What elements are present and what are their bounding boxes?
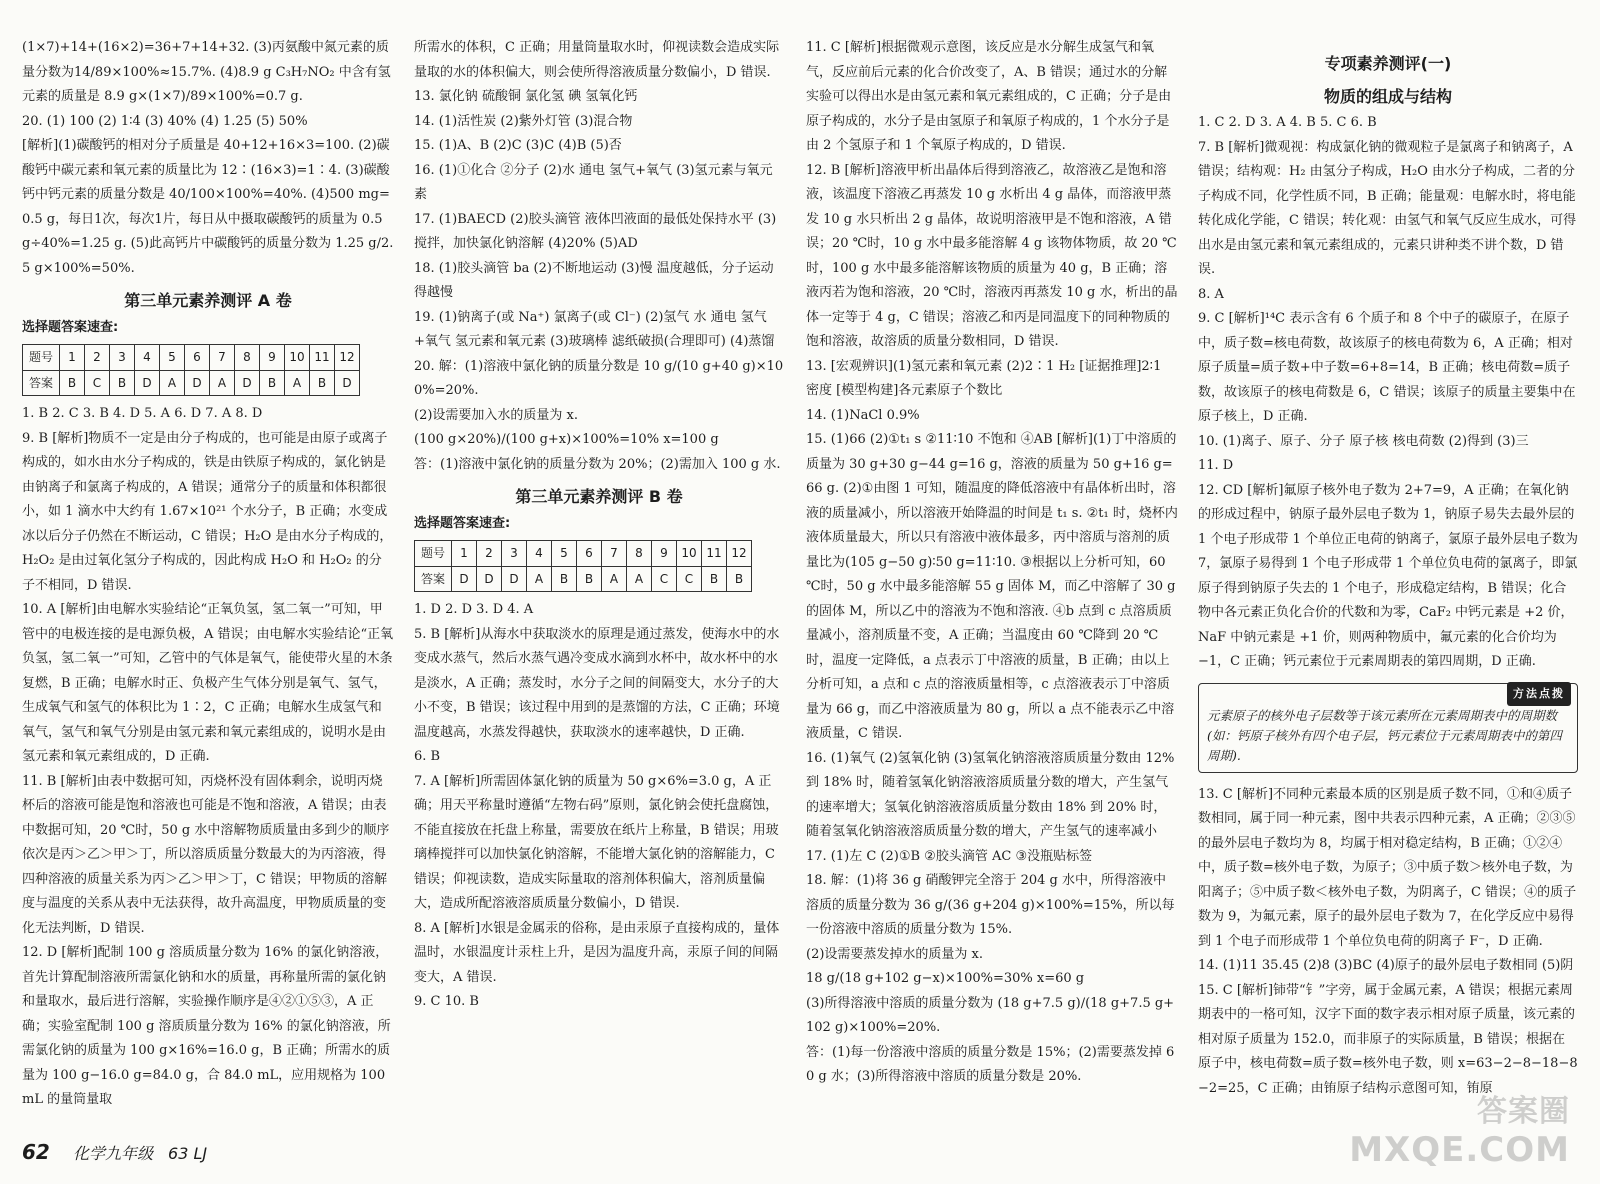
paragraph: 12. B [解析]溶液甲析出晶体后得到溶液乙，故溶液乙是饱和溶液，该温度下溶液乙再蒸发 10 g 水析出 4 g 晶体，而溶液甲蒸发 10 g 水只析出 2 g 晶体，故说明溶液甲是不饱和溶液，A 错误；20 ℃时，10 g 水中最多能溶解 4 g 该物体物质，故 20 ℃时，100 g 水中最多能溶解该物质的质量为 40 g，B 正确；溶液丙若为饱和溶液，20 ℃时，溶液丙再蒸发 10 g 水，析出的晶体一定等于 4 g，C 错误；溶液乙和丙是同温度下的同种物质的饱和溶液，故溶质的质量分数相同，D 错误. — [806, 162, 1178, 349]
table-cell: A — [602, 566, 627, 592]
table-header-cell: 题号 — [415, 541, 452, 567]
column-3 — [806, 36, 1178, 1090]
paragraph: 14. (1)NaCl 0.9% — [806, 407, 920, 423]
paragraph: (2)设需要加入水的质量为 x. — [414, 407, 579, 423]
paragraph: 13. 氯化钠 硫酸铜 氯化氢 碘 氢氧化钙 — [414, 89, 638, 104]
table-cell: 11 — [310, 345, 335, 371]
section-title: 第三单元素养测评 A 卷 — [124, 291, 292, 310]
table-cell: 1 — [452, 541, 477, 567]
tip-tag: 方法点拨 — [1507, 682, 1571, 706]
paragraph: 答：(1)每一份溶液中溶质的质量分数是 15%；(2)需要蒸发掉 60 g 水；(3)所得溶液中溶质的质量分数是 20%. — [806, 1044, 1175, 1084]
footer-code: 63 LJ — [168, 1144, 208, 1163]
paragraph: (2)设需要蒸发掉水的质量为 x. — [806, 946, 984, 962]
paragraph: 16. (1)氧气 (2)氢氧化钠 (3)氢氧化钠溶液溶质质量分数由 12% 到 18% 时，随着氢氧化钠溶液溶质质量分数的增大，产生氢气的速率增大；氢氧化钠溶液溶质质量分数由 18% 到 20% 时，随着氢氧化钠溶液溶质质量分数的增大，产生氢气的速率减小 — [806, 750, 1175, 839]
table-cell: 7 — [210, 345, 235, 371]
table-cell: A — [527, 566, 552, 592]
section-subtitle: 物质的组成与结构 — [1323, 86, 1452, 106]
paragraph: 1. D 2. D 3. D 4. A — [414, 602, 534, 617]
paragraph: 17. (1)BAECD (2)胶头滴管 液体凹液面的最低处保持水平 (3)搅拌，加快氯化钠溶解 (4)20% (5)AD — [414, 211, 777, 251]
paragraph: 13. C [解析]不同种元素最本质的区别是质子数不同，①和④质子数相同，属于同一种元素，图中共表示四种元素，A 正确；②③⑤的最外层电子数均为 8，均属于相对稳定结构，B 正确；①②④中，质子数=核外电子数，为原子；③中质子数＞核外电子数，为阳离子；⑤中质子数＜核外电子数，为阴离子，C 错误；④的质子数为 9，为氟元素，原子的最外层电子数为 7，在化学反应中易得到 1 个电子而形成带 1 个单位负电荷的阴离子 F⁻，D 正确. — [1198, 786, 1577, 949]
table-cell: A — [210, 370, 235, 396]
table-cell: 5 — [160, 345, 185, 371]
table-cell: D — [135, 370, 160, 396]
paragraph: 9. C [解析]¹⁴C 表示含有 6 个质子和 8 个中子的碳原子，在原子中，质子数=核电荷数，故该原子的核电荷数为 6，A 正确；相对原子质量=质子数+中子数=6+8=14，B 正确；核电荷数=质子数，故该原子的核电荷数是 6，C 错误；该原子的质量主要集中在原子核上，D 正确. — [1198, 311, 1576, 424]
table-cell: B — [110, 370, 135, 396]
paragraph: 10. (1)离子、原子、分子 原子核 核电荷数 (2)得到 (3)三 — [1198, 433, 1529, 449]
paragraph: 13. [宏观辨识](1)氢元素和氧元素 (2)2∶1 H₂ [证据推理]2∶1 密度 [模型构建]各元素原子个数比 — [806, 358, 1162, 398]
section-title: 专项素养测评(一) — [1324, 54, 1452, 73]
table-cell: 4 — [527, 541, 552, 567]
answer-table — [414, 540, 752, 592]
tip-text: 元素原子的核外电子层数等于该元素所在元素周期表中的周期数(如：钙原子核外有四个电子层，钙元素位于元素周期表中的第四周期). — [1207, 707, 1562, 763]
table-cell: A — [285, 370, 310, 396]
column-4 — [1198, 44, 1578, 1101]
paragraph: 1. B 2. C 3. B 4. D 5. A 6. D 7. A 8. D — [22, 406, 263, 421]
paragraph: 11. D — [1198, 458, 1234, 473]
table-cell: B — [577, 566, 602, 592]
table-cell: A — [627, 566, 652, 592]
table-cell: C — [677, 566, 702, 592]
paragraph: 12. D [解析]配制 100 g 溶质质量分数为 16% 的氯化钠溶液，首先计算配制溶液所需氯化钠和水的质量，再称量所需的氯化钠和量取水，最后进行溶解，实验操作顺序是④②①⑤③，A 正确；实验室配制 100 g 溶质质量分数为 16% 的氯化钠溶液，所需氯化钠的质量为 100 g×16%=16.0 g，B 正确；所需水的质量为 100 g−16.0 g=84.0 g，合 84.0 mL，应用规格为 100 mL 的量筒量取 — [22, 945, 391, 1107]
paragraph: 6. B — [414, 749, 441, 764]
paragraph: 7. B [解析]微观视：构成氯化钠的微观粒子是氯离子和钠离子，A 错误；结构观：H₂ 由氢分子构成，H₂O 由水分子构成，二者的分子构成不同，化学性质不同，B 正确；能量观：电解水时，将电能转化成化学能，C 错误；转化观：由氢气和氧气反应生成水，可得出水是由氢元素和氧元素组成的，元素只讲种类不讲个数，D 错误. — [1198, 139, 1577, 277]
footer-subject: 化学九年级 — [72, 1144, 153, 1163]
paragraph: 1. C 2. D 3. A 4. B 5. C 6. B — [1198, 115, 1377, 130]
paragraph: 19. (1)钠离子(或 Na⁺) 氯离子(或 Cl⁻) (2)氢气 水 通电 氢气+氧气 氢元素和氧元素 (3)玻璃棒 滤纸破损(合理即可) (4)蒸馏 — [414, 309, 775, 349]
table-cell: 1 — [60, 345, 85, 371]
paragraph: 16. (1)①化合 ②分子 (2)水 通电 氢气+氧气 (3)氢元素与氧元素 — [414, 162, 773, 202]
table-cell: 10 — [677, 541, 702, 567]
paragraph: 7. A [解析]所需固体氯化钠的质量为 50 g×6%=3.0 g，A 正确；用天平称量时遵循“左物右码”原则，氯化钠会使托盘腐蚀，不能直接放在托盘上称量，需要放在纸片上称量，B 错误；用玻璃棒搅拌可以加快氯化钠溶解，不能增大氯化钠的溶解能力，C 错误；仰视读数，造成实际量取的溶剂体积偏大，溶剂质量偏大，造成所配溶液溶质质量分数偏小，D 错误. — [414, 773, 779, 911]
table-cell: 6 — [577, 541, 602, 567]
table-cell: 6 — [185, 345, 210, 371]
table-cell: 9 — [260, 345, 285, 371]
paragraph: 15. (1)66 (2)①t₁ s ②11∶10 不饱和 ④AB [解析](1)丁中溶质的质量为 30 g+30 g−44 g=16 g，溶液的质量为 50 g+16 g=66 g. (2)①由图 1 可知，随温度的降低溶液中有晶体析出时，溶液的质量减小，所以溶液开始降温的时间是 t₁ s. ②t₁ 时，烧杯内液体质量最大，所以只有溶液中液体最多，丙中溶质与溶剂的质量比为(105 g−50 g)∶50 g=11∶10. ③根据以上分析可知，60 ℃时，50 g 水中最多能溶解 55 g 固体 M，而乙中溶解了 30 g 的固体 M，所以乙中的溶液为不饱和溶液. ④b 点到 c 点溶质质量减小，溶剂质量不变，A 正确；当温度由 60 ℃降到 20 ℃时，温度一定降低，a 点表示丁中溶液的质量，B 正确；由以上分析可知，a 点和 c 点的溶液质量相等，c 点溶液表示丁中溶质量为 66 g，而乙中溶液质量为 80 g，所以 a 点不能表示乙中溶液质量，C 错误. — [806, 432, 1178, 741]
paragraph: 所需水的体积，C 正确；用量筒量取水时，仰视读数会造成实际量取的水的体积偏大，则会使所得溶液质量分数偏小，D 错误. — [414, 40, 780, 80]
section-title: 第三单元素养测评 B 卷 — [515, 487, 683, 506]
paragraph: 18 g/(18 g+102 g−x)×100%=30% x=60 g — [806, 971, 1085, 986]
table-cell: 3 — [110, 345, 135, 371]
page-footer — [22, 1140, 207, 1164]
table-cell: 12 — [335, 345, 360, 371]
paragraph: (100 g×20%)/(100 g+x)×100%=10% x=100 g — [414, 432, 719, 447]
paragraph: 14. (1)11 35.45 (2)8 (3)BC (4)原子的最外层电子数相同 (5)阴 — [1198, 958, 1574, 973]
table-cell: 2 — [85, 345, 110, 371]
table-cell: 7 — [602, 541, 627, 567]
paragraph: 15. (1)A、B (2)C (3)C (4)B (5)否 — [414, 138, 622, 153]
table-cell: B — [260, 370, 285, 396]
table-cell: B — [552, 566, 577, 592]
page-number: 62 — [22, 1140, 50, 1164]
paragraph: 10. A [解析]由电解水实验结论“正氧负氢，氢二氧一”可知，甲管中的电极连接的是电源负极，A 错误；由电解水实验结论“正氧负氢，氢二氧一”可知，乙管中的气体是氧气，能使带火星的木条复燃，B 正确；电解水时正、负极产生气体分别是氧气、氢气，生成氧气和氢气的体积比为 1∶2，C 正确；电解水生成氢气和氧气，氢气和氧气分别是由氢元素和氧元素组成的，说明水是由氢元素和氧元素组成的，D 正确. — [22, 602, 394, 764]
table-row — [415, 541, 752, 567]
table-cell: 10 — [285, 345, 310, 371]
paragraph: 15. C [解析]铈带“钅”字旁，属于金属元素，A 错误；根据元素周期表中的一格可知，汉字下面的数字表示相对原子质量，该元素的相对原子质量为 152.0，而非原子的实际质量，B 错误；根据在原子中，核电荷数=质子数=核外电子数，则 x=63−2−8−18−8−2=25，C 正确；由铕原子结构示意图可知，铕原 — [1198, 982, 1578, 1096]
paragraph: 20. 解：(1)溶液中氯化钠的质量分数是 10 g/(10 g+40 g)×100%=20%. — [414, 358, 784, 398]
paragraph: (1×7)+14+(16×2)=36+7+14+32. (3)丙氨酸中氮元素的质量分数为14/89×100%≈15.7%. (4)8.9 g C₃H₇NO₂ 中含有氢元素的质量是 8.9 g×(1×7)/89×100%=0.7 g. — [22, 40, 391, 104]
watermark — [1349, 1086, 1570, 1170]
paragraph: 20. (1) 100 (2) 1∶4 (3) 40% (4) 1.25 (5) 50% — [22, 113, 308, 129]
table-cell: D — [477, 566, 502, 592]
table-cell: D — [502, 566, 527, 592]
table-cell: 2 — [477, 541, 502, 567]
table-cell: B — [310, 370, 335, 396]
paragraph: [解析](1)碳酸钙的相对分子质量是 40+12+16×3=100. (2)碳酸钙中碳元素和氧元素的质量比为 12∶(16×3)=1∶4. (3)碳酸钙中钙元素的质量分数是 40/100×100%=40%. (4)500 mg=0.5 g，每日1次，每次1片，每日从中摄取碳酸钙的质量为 0.5 g÷40%=1.25 g. (5)此高钙片中碳酸钙的质量分数为 1.25 g/2.5 g×100%=50%. — [22, 138, 394, 276]
table-header-cell: 答案 — [415, 566, 452, 592]
table-cell: 4 — [135, 345, 160, 371]
table-cell: 5 — [552, 541, 577, 567]
table-cell: C — [85, 370, 110, 396]
table-cell: B — [60, 370, 85, 396]
table-cell: D — [335, 370, 360, 396]
table-cell: 8 — [235, 345, 260, 371]
table-header-cell: 题号 — [23, 345, 60, 371]
table-cell: B — [702, 566, 727, 592]
paragraph: 9. B [解析]物质不一定是由分子构成的，也可能是由原子或离子构成的，如水由水分子构成的，铁是由铁原子构成的，氯化钠是由钠离子和氯离子构成的，A 错误；通常分子的质量和体积都很小，如 1 滴水中大约有 1.67×10²¹ 个水分子，B 正确；水变成冰以后分子仍然在不断运动，C 错误；H₂O 是由水分子构成的，H₂O₂ 是由过氧化氢分子构成的，因此构成 H₂O 和 H₂O₂ 的分子不相同，D 错误. — [22, 430, 393, 593]
paragraph: (3)所得溶液中溶质的质量分数为 (18 g+7.5 g)/(18 g+7.5 g+102 g)×100%=20%. — [806, 995, 1175, 1035]
table-row — [415, 566, 752, 592]
table-cell: 3 — [502, 541, 527, 567]
paragraph: 18. (1)胶头滴管 ba (2)不断地运动 (3)慢 温度越低，分子运动得越慢 — [414, 260, 774, 300]
watermark-logo: 答案圈 — [1477, 1094, 1570, 1129]
tip-box — [1198, 683, 1578, 773]
table-cell: B — [727, 566, 752, 592]
paragraph: 11. B [解析]由表中数据可知，丙烧杯没有固体剩余，说明丙烧杯后的溶液可能是饱和溶液也可能是不饱和溶液，A 错误；由表中数据可知，20 ℃时，50 g 水中溶解物质质量由多到少的顺序依次是丙＞乙＞甲＞丁，所以溶质质量分数最大的为丙溶液，得四种溶液的质量关系为丙＞乙＞甲＞丁，C 错误；甲物质的溶解度与温度的关系从表中无法获得，故升高温度，甲物质质量的变化无法判断，D 错误. — [22, 773, 390, 936]
column-1 — [22, 36, 394, 1113]
paragraph: 8. A [解析]水银是金属汞的俗称，是由汞原子直接构成的，量体温时，水银温度计汞柱上升，是因为温度升高，汞原子间的间隔变大，A 错误. — [414, 920, 780, 985]
paragraph: 8. A — [1198, 286, 1224, 302]
table-cell: 8 — [627, 541, 652, 567]
paragraph: 18. 解：(1)将 36 g 硝酸钾完全溶于 204 g 水中，所得溶液中溶质的质量分数为 36 g/(36 g+204 g)×100%=15%，所以每一份溶液中溶质的质量分数为 15%. — [806, 873, 1175, 937]
table-cell: D — [185, 370, 210, 396]
table-row — [23, 345, 360, 371]
answer-table — [22, 344, 360, 396]
table-cell: D — [452, 566, 477, 592]
table-row — [23, 370, 360, 396]
paragraph: 9. C 10. B — [414, 994, 479, 1009]
paragraph: 5. B [解析]从海水中获取淡水的原理是通过蒸发，使海水中的水变成水蒸气，然后水蒸气遇冷变成水滴到水杯中，故水杯中的水是淡水，A 正确；蒸发时，水分子之间的间隔变大，水分子的大小不变，B 错误；该过程中用到的是蒸馏的方法，C 正确；环境温度越高，水蒸发得越快，获取淡水的速率越快，D 正确. — [414, 626, 780, 740]
table-cell: C — [652, 566, 677, 592]
table-cell: A — [160, 370, 185, 396]
table-cell: 11 — [702, 541, 727, 567]
quick-answer-label: 选择题答案速查: — [22, 319, 119, 335]
watermark-url: MXQE.COM — [1349, 1130, 1570, 1170]
paragraph: 17. (1)左 C (2)①B ②胶头滴管 AC ③没瓶贴标签 — [806, 848, 1093, 864]
paragraph: 12. CD [解析]氟原子核外电子数为 2+7=9，A 正确；在氧化钠的形成过程中，钠原子最外层电子数为 1，钠原子易失去最外层的 1 个电子形成带 1 个单位正电荷的钠离子，氯原子最外层电子数为 7，氯原子易得到 1 个电子形成带 1 个单位负电荷的氯离子，即氯原子得到钠原子失去的 1 个电子，形成稳定结构，B 错误；化合物中各元素正负化合价的代数和为零，CaF₂ 中钙元素是 +2 价，NaF 中钠元素是 +1 价，则两种物质中，氟元素的化合价均为 −1，C 正确；钙元素位于元素周期表的第四周期，D 正确. — [1198, 482, 1578, 669]
table-cell: D — [235, 370, 260, 396]
paragraph: 11. C [解析]根据微观示意图，该反应是水分解生成氢气和氧气，反应前后元素的化合价改变了，A、B 错误；通过水的分解实验可以得出水是由氢元素和氧元素组成的，C 正确；分子是由原子构成的，水分子是由氢原子和氧原子构成的，1 个水分子是由 2 个氢原子和 1 个氧原子构成的，D 错误. — [806, 40, 1172, 153]
table-cell: 12 — [727, 541, 752, 567]
table-cell: 9 — [652, 541, 677, 567]
paragraph: 14. (1)活性炭 (2)紫外灯管 (3)混合物 — [414, 113, 633, 129]
column-2 — [414, 36, 784, 1015]
paragraph: 答：(1)溶液中氯化钠的质量分数为 20%；(2)需加入 100 g 水. — [414, 456, 781, 472]
quick-answer-label: 选择题答案速查: — [414, 515, 511, 531]
table-header-cell: 答案 — [23, 370, 60, 396]
